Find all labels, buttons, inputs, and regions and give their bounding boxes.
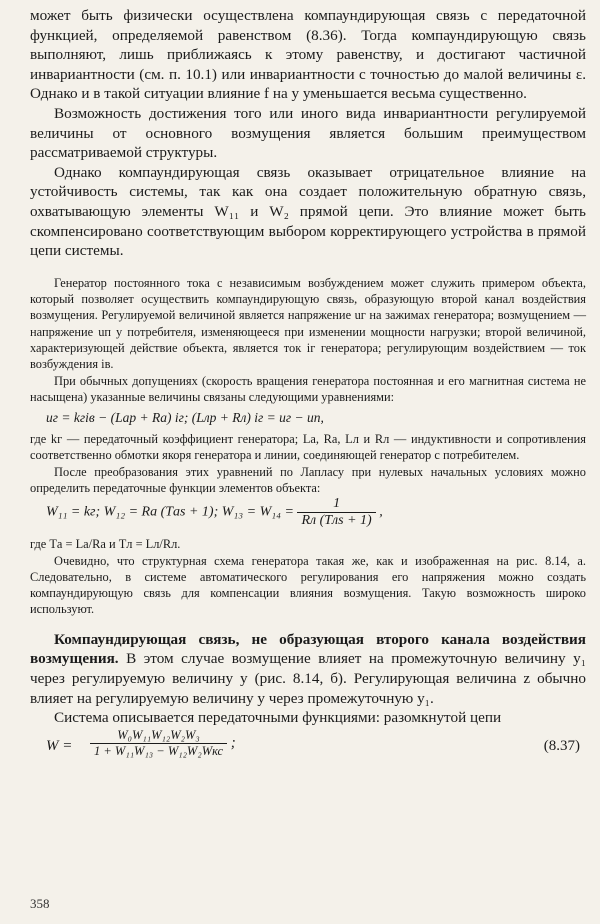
- page-number: 358: [30, 896, 50, 911]
- section-paragraph: [30, 630, 586, 708]
- section-system-description: Система описывается передаточными функциями: разомкнутой цепи: [54, 709, 502, 727]
- transfer-left: W₁₁ = kг; W₁₂ = Rа (Tаs + 1); W₁₃ = W₁₄ =: [46, 505, 294, 520]
- paragraph-advantage: Возможность достижения того или иного вида инвариантности регулируемой величины от основного возмущения является большим преимуществом рассматриваемой структуры.: [30, 104, 586, 162]
- page-content: [30, 6, 586, 768]
- equation-tail: ;: [230, 734, 236, 751]
- transfer-fraction: [297, 496, 375, 529]
- equation-number: (8.37): [543, 737, 580, 754]
- equation-numerator: W₀W₁₁W₁₂W₂W₃: [117, 727, 200, 742]
- equation-fraction: [90, 728, 227, 759]
- equation-lhs: W =: [46, 737, 73, 754]
- transfer-numerator: 1: [333, 496, 341, 512]
- example-generator: Генератор постоянного тока с независимым возбуждением может служить примером объекта, который позволяет осуществить компаундирующую связь, образующую второй канал воздействия возмущения. Регулируемой величиной является напряжение uг на зажимах генератора; возмущением — напряжение uп у потребителя, изменяющееся при изменении мощности нагрузки; второй величиной, характеризующей действие объекта, является ток iг генератора; регулирующим воздействием — ток возбуждения iв.: [30, 275, 586, 372]
- equation-denominator: 1 + W₁₁W₁₃ − W₁₂W₂Wкс: [90, 743, 227, 759]
- equation-rhs: [90, 728, 236, 759]
- example-laplace: После преобразования этих уравнений по Лапласу при нулевых начальных условиях можно определить передаточные функции элементов объекта:: [30, 464, 586, 495]
- equation-transfer-functions: [30, 496, 586, 536]
- example-coefficients: где kг — передаточный коэффициент генератора; Lа, Rа, Lл и Rл — индуктивности и сопротивления соответственно обмотки якоря генератора и линии, соединяющей генератор с потребителем.: [30, 432, 586, 463]
- paragraph-stability: Однако компаундирующая связь оказывает отрицательное влияние на устойчивость системы, так как она создает положительную обратную связь, охватывающую элементы W₁₁ и W₂ прямой цепи. Это влияние может быть скомпенсировано соответствующим выбором корректирующего устройства в прямой цепи системы.: [30, 163, 586, 260]
- transfer-functions: [46, 496, 383, 529]
- section-title: Компаундирующая связь, не образующая второго канала воздействия возмущения.: [30, 630, 586, 668]
- equation-8-37: [30, 728, 586, 768]
- equation-text: uг = kгiв − (Lаp + Rа) iг; (Lлp + Rл) iг = uг − uп,: [46, 410, 324, 426]
- example-time-constants: где Tа = Lа/Rа и Tл = Lл/Rл.: [30, 537, 181, 552]
- section-body: В этом случае возмущение влияет на промежуточную величину y₁ через регулируемую величину y (рис. 8.14, б). Регулирующая величина z обычно влияет на регулируемую величину y через промежуточную y₁.: [30, 650, 586, 707]
- paragraph-continued: может быть физически осуществлена компаундирующая связь с передаточной функцией, определяемой равенством (8.36). Тогда компаундирующую связь выполняют, лишь приближаясь к этому равенству, и достигают частичной инвариантности (см. п. 10.1) или инвариантности с точностью до малой величины ε. Однако и в такой ситуации влияние f на y уменьшается весьма существенно.: [30, 7, 586, 103]
- example-assumptions: При обычных допущениях (скорость вращения генератора постоянная и его магнитная система не насыщена) указанные величины связаны следующими уравнениями:: [30, 373, 586, 404]
- equation-generator: [30, 405, 586, 431]
- example-conclusion: Очевидно, что структурная схема генератора такая же, как и изображенная на рис. 8.14, а. Следовательно, в системе автоматического регулирования его напряжения можно создать компаундирующую связь для компенсации влияния возмущения. Такую возможность широко используют.: [30, 553, 586, 617]
- transfer-tail: ,: [379, 505, 383, 520]
- transfer-denominator: Rл (Tлs + 1): [297, 512, 375, 529]
